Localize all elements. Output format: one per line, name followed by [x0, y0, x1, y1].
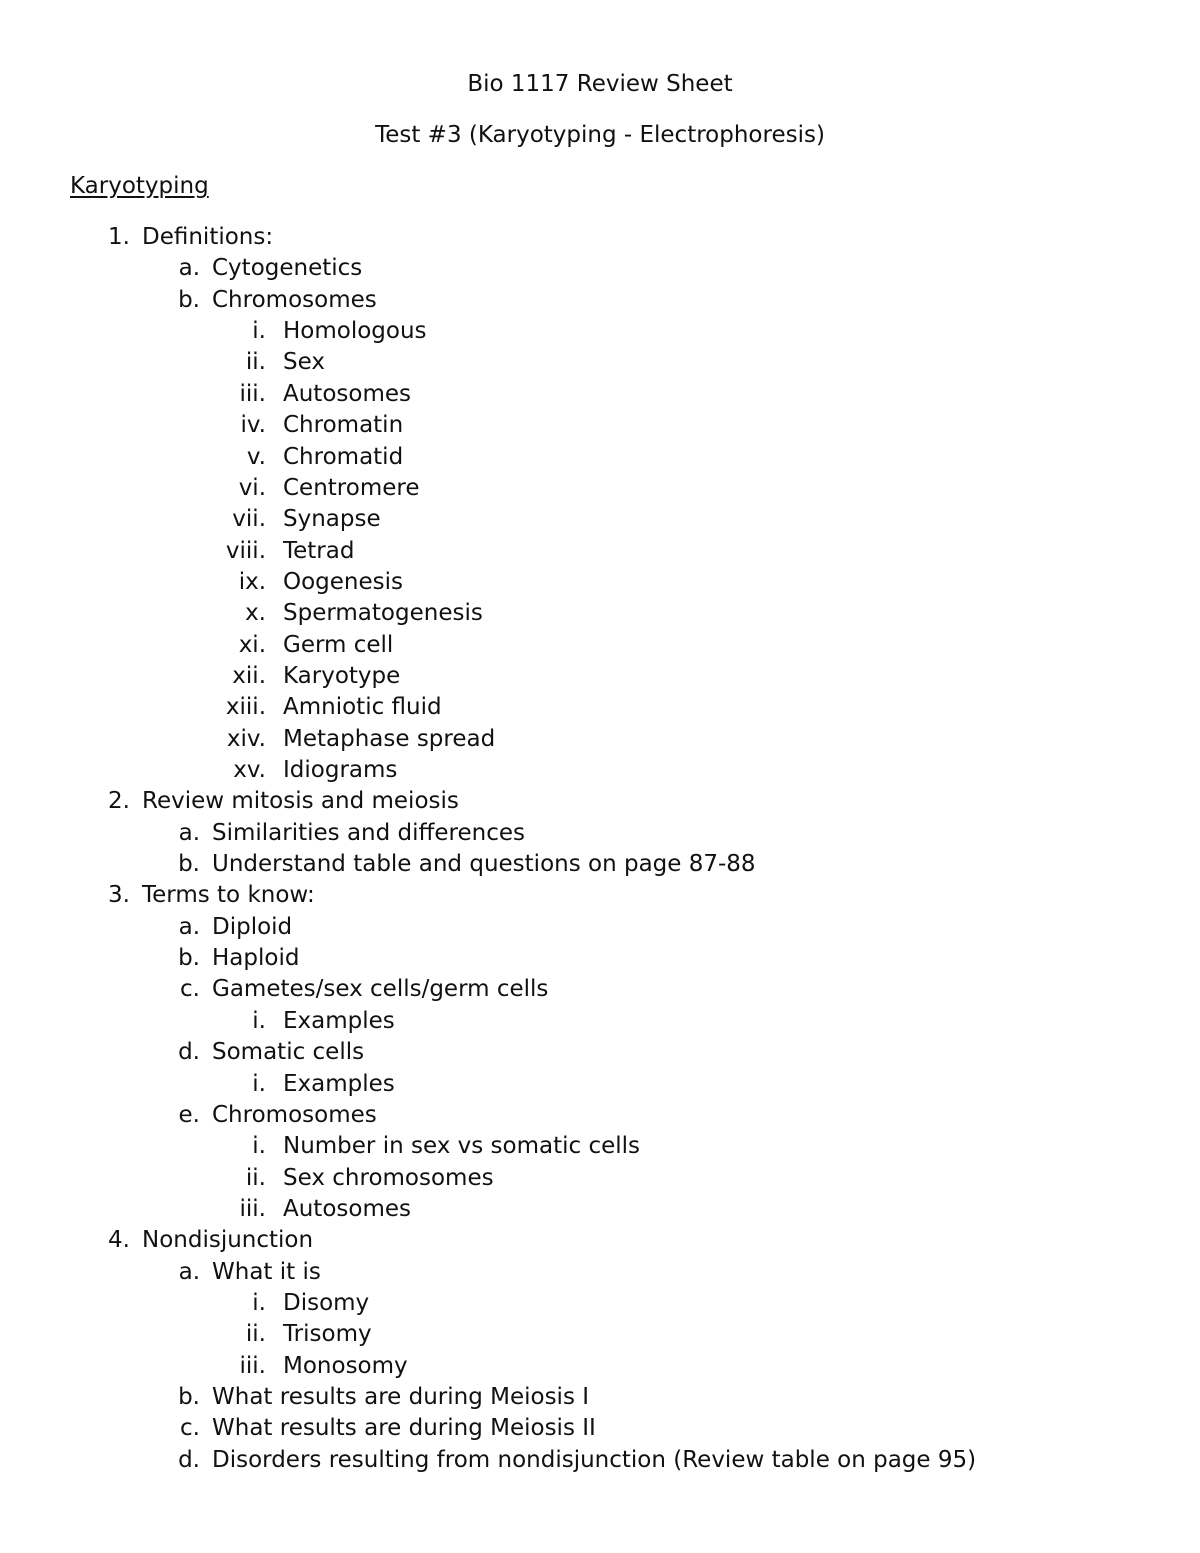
- list-item-text: Tetrad: [283, 537, 355, 564]
- list-marker: i.: [252, 318, 266, 345]
- list-marker: xiii.: [225, 694, 266, 721]
- list-marker: a.: [178, 255, 200, 282]
- list-item-text: Haploid: [212, 945, 300, 972]
- list-marker: iv.: [240, 412, 266, 439]
- list-item-text: Germ cell: [283, 631, 394, 658]
- list-marker: 3.: [108, 882, 130, 909]
- list-item-text: Idiograms: [283, 757, 398, 783]
- list-marker: b.: [178, 945, 200, 972]
- list-marker: 1.: [108, 224, 130, 250]
- list-marker: a.: [178, 1258, 200, 1285]
- list-marker: i.: [252, 1007, 266, 1034]
- section-heading: Karyotyping: [70, 173, 209, 199]
- list-item-text: Diploid: [212, 913, 293, 940]
- list-item-text: Trisomy: [283, 1321, 372, 1348]
- list-item-text: Gametes/sex cells/germ cells: [212, 976, 549, 1003]
- document-subtitle: Test #3 (Karyotyping - Electrophoresis): [375, 122, 825, 148]
- list-item-text: What results are during Meiosis I: [212, 1384, 590, 1410]
- list-item-text: Definitions:: [142, 224, 274, 250]
- list-item-text: Understand table and questions on page 87-88: [212, 851, 756, 877]
- list-marker: a.: [178, 913, 200, 940]
- list-item-text: Autosomes: [283, 380, 411, 407]
- list-item-text: Sex: [283, 349, 325, 376]
- list-item-text: Sex chromosomes: [283, 1164, 494, 1191]
- list-item-text: Somatic cells: [212, 1039, 365, 1066]
- list-marker: ii.: [245, 1321, 266, 1348]
- list-item-text: Nondisjunction: [142, 1227, 314, 1254]
- list-marker: xiv.: [226, 725, 266, 752]
- list-item-text: What it is: [212, 1258, 321, 1285]
- list-marker: i.: [252, 1133, 266, 1160]
- list-marker: d.: [178, 1039, 200, 1066]
- list-marker: iii.: [239, 1195, 266, 1222]
- list-marker: 2.: [108, 788, 130, 815]
- list-marker: v.: [246, 443, 266, 470]
- list-marker: 4.: [108, 1227, 130, 1254]
- list-item-text: Synapse: [283, 506, 381, 533]
- list-marker: b.: [178, 1384, 200, 1410]
- list-item-text: Monosomy: [283, 1352, 408, 1379]
- list-marker: vi.: [238, 474, 266, 501]
- list-marker: ii.: [245, 349, 266, 376]
- list-marker: ix.: [238, 568, 266, 595]
- list-marker: a.: [178, 819, 200, 846]
- list-item-text: Examples: [283, 1007, 395, 1034]
- list-item-text: Metaphase spread: [283, 725, 496, 752]
- list-item-text: Cytogenetics: [212, 255, 363, 282]
- document-title: Bio 1117 Review Sheet: [467, 71, 733, 97]
- list-marker: d.: [178, 1446, 200, 1473]
- list-item-text: Chromatid: [283, 443, 404, 470]
- list-item-text: Autosomes: [283, 1195, 411, 1222]
- list-marker: b.: [178, 851, 200, 877]
- list-marker: ii.: [245, 1164, 266, 1191]
- list-marker: i.: [252, 1070, 266, 1097]
- list-marker: xii.: [232, 662, 266, 689]
- list-item-text: Chromosomes: [212, 286, 377, 313]
- list-item-text: Oogenesis: [283, 568, 404, 595]
- list-item-text: Karyotype: [283, 662, 401, 689]
- list-item-text: Disomy: [283, 1289, 370, 1316]
- list-item-text: Centromere: [283, 474, 420, 501]
- list-marker: x.: [245, 600, 266, 627]
- list-marker: c.: [180, 1415, 200, 1442]
- list-item-text: Number in sex vs somatic cells: [283, 1133, 641, 1160]
- list-item-text: Similarities and differences: [212, 819, 525, 846]
- list-marker: iii.: [239, 1352, 266, 1379]
- list-item-text: Review mitosis and meiosis: [142, 788, 459, 815]
- list-item-text: Examples: [283, 1070, 395, 1097]
- list-marker: e.: [178, 1101, 200, 1128]
- list-marker: b.: [178, 286, 200, 313]
- list-marker: i.: [252, 1289, 266, 1316]
- list-marker: xv.: [233, 757, 266, 783]
- list-item-text: What results are during Meiosis II: [212, 1415, 596, 1442]
- list-item-text: Homologous: [283, 318, 427, 345]
- list-item-text: Terms to know:: [142, 882, 315, 909]
- list-marker: viii.: [225, 537, 266, 564]
- list-item-text: Chromosomes: [212, 1101, 377, 1128]
- list-marker: iii.: [239, 380, 266, 407]
- list-item-text: Spermatogenesis: [283, 600, 483, 627]
- list-item-text: Amniotic fluid: [283, 694, 442, 721]
- list-marker: c.: [180, 976, 200, 1003]
- list-item-text: Chromatin: [283, 412, 404, 439]
- list-marker: vii.: [232, 506, 266, 533]
- list-item-text: Disorders resulting from nondisjunction (Review table on page 95): [212, 1446, 977, 1473]
- list-marker: xi.: [238, 631, 266, 658]
